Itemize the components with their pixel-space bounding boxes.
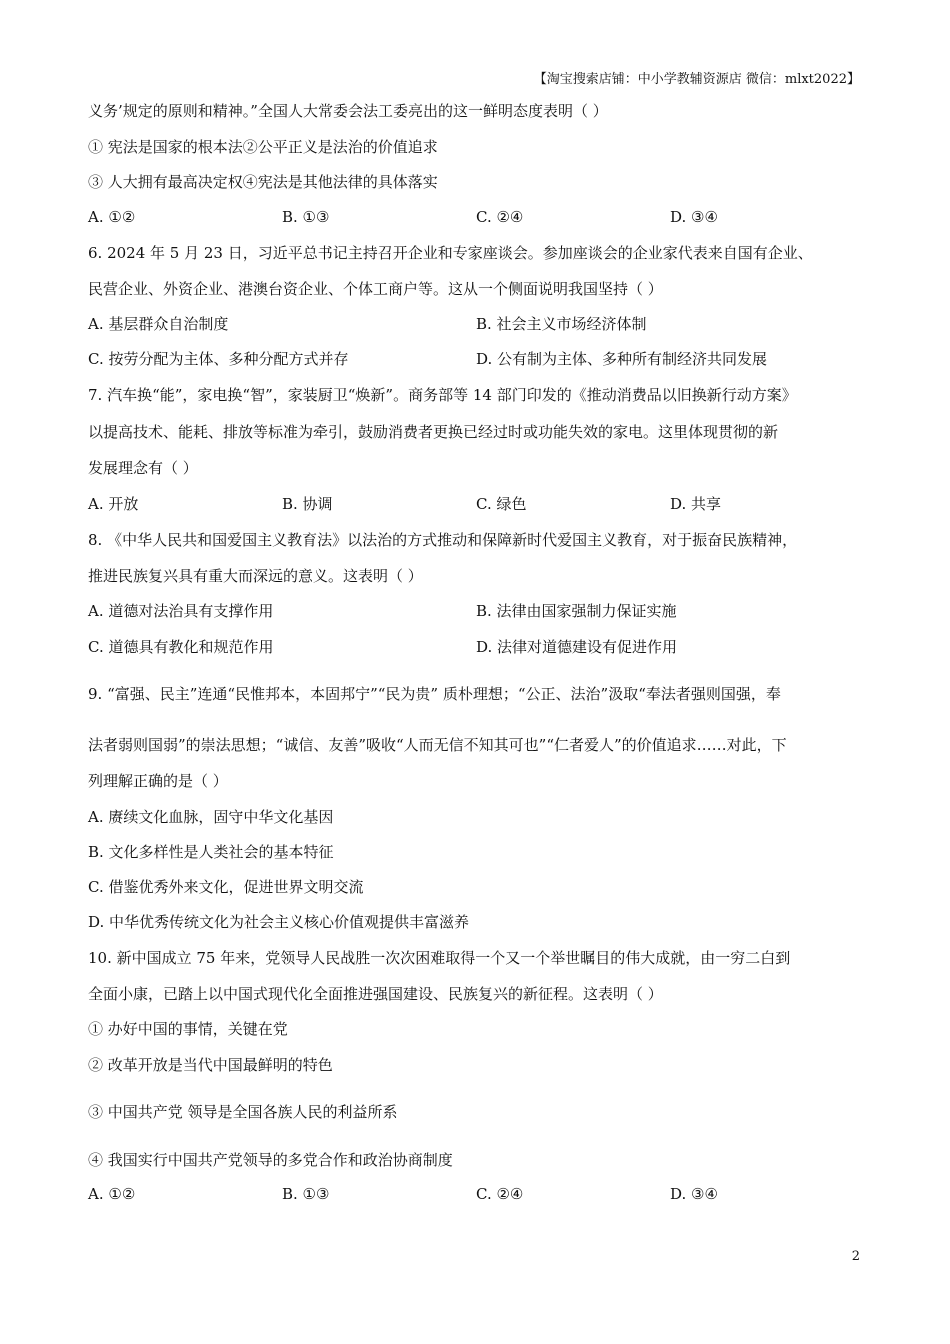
q7-option-d: D. 共享 (670, 495, 722, 513)
q6-option-a: A. 基层群众自治制度 (88, 315, 229, 333)
q5-statement-1: ① 宪法是国家的根本法②公平正义是法治的价值追求 (88, 138, 438, 156)
q5-option-b: B. ①③ (282, 208, 330, 226)
q10-option-c: C. ②④ (476, 1185, 524, 1203)
q10-statement-2: ② 改革开放是当代中国最鲜明的特色 (88, 1056, 333, 1074)
q8-stem-line-1: 8. 《中华人民共和国爱国主义教育法》以法治的方式推动和保障新时代爱国主义教育，对于振奋民族精神， (88, 531, 798, 549)
page-number: 2 (851, 1249, 860, 1264)
q5-statement-2: ③ 人大拥有最高决定权④宪法是其他法律的具体落实 (88, 173, 438, 191)
q7-option-a: A. 开放 (88, 495, 139, 513)
q10-statement-1: ① 办好中国的事情，关键在党 (88, 1020, 288, 1038)
q6-stem-line-2: 民营企业、外资企业、港澳台资企业、个体工商户等。这从一个侧面说明我国坚持（ ） (88, 280, 663, 298)
q9-stem-line-3: 列理解正确的是（ ） (88, 772, 228, 790)
q7-option-b: B. 协调 (282, 495, 333, 513)
q9-option-a: A. 赓续文化血脉，固守中华文化基因 (88, 808, 334, 826)
q5-option-c: C. ②④ (476, 208, 524, 226)
q10-option-b: B. ①③ (282, 1185, 330, 1203)
q6-option-b: B. 社会主义市场经济体制 (476, 315, 647, 333)
q9-stem-line-1: 9. “富强、民主”连通“民惟邦本，本固邦宁”“民为贵” 质朴理想；“公正、法治”汲取“奉法者强则国强，奉 (88, 685, 781, 703)
q7-stem-line-2: 以提高技术、能耗、排放等标准为牵引，鼓励消费者更换已经过时或功能失效的家电。这里体现贯彻的新 (88, 423, 779, 441)
q10-statement-3: ③ 中国共产党 领导是全国各族人民的利益所系 (88, 1103, 398, 1121)
q5-stem-tail: 义务’规定的原则和精神。”全国人大常委会法工委亮出的这一鲜明态度表明（ ） (88, 102, 608, 120)
q8-option-a: A. 道德对法治具有支撑作用 (88, 602, 274, 620)
q8-option-d: D. 法律对道德建设有促进作用 (476, 638, 678, 656)
q10-stem-line-1: 10. 新中国成立 75 年来，党领导人民战胜一次次困难取得一个又一个举世瞩目的伟大成就，由一穷二白到 (88, 949, 791, 967)
q8-option-b: B. 法律由国家强制力保证实施 (476, 602, 677, 620)
q7-stem-line-3: 发展理念有（ ） (88, 459, 198, 477)
q9-stem-line-2: 法者弱则国弱”的崇法思想；“诚信、友善”吸收“人而无信不知其可也”“仁者爱人”的价值追求……对此，下 (88, 736, 787, 754)
q10-stem-line-2: 全面小康，已踏上以中国式现代化全面推进强国建设、民族复兴的新征程。这表明（ ） (88, 985, 663, 1003)
q10-option-d: D. ③④ (670, 1185, 718, 1203)
q6-stem-line-1: 6. 2024 年 5 月 23 日，习近平总书记主持召开企业和专家座谈会。参加座谈会的企业家代表来自国有企业、 (88, 244, 813, 262)
q6-option-c: C. 按劳分配为主体、多种分配方式并存 (88, 350, 349, 368)
q9-option-d: D. 中华优秀传统文化为社会主义核心价值观提供丰富滋养 (88, 913, 470, 931)
page-header-watermark: 【淘宝搜索店铺：中小学教辅资源店 微信：mlxt2022】 (533, 72, 860, 87)
q8-stem-line-2: 推进民族复兴具有重大而深远的意义。这表明（ ） (88, 567, 423, 585)
q5-option-d: D. ③④ (670, 208, 718, 226)
q8-option-c: C. 道德具有教化和规范作用 (88, 638, 274, 656)
q10-statement-4: ④ 我国实行中国共产党领导的多党合作和政治协商制度 (88, 1151, 453, 1169)
q7-stem-line-1: 7. 汽车换“能”，家电换“智”，家装厨卫“焕新”。商务部等 14 部门印发的《推动消费品以旧换新行动方案》 (88, 386, 797, 404)
q5-option-a: A. ①② (88, 208, 136, 226)
q9-option-c: C. 借鉴优秀外来文化，促进世界文明交流 (88, 878, 364, 896)
q9-option-b: B. 文化多样性是人类社会的基本特征 (88, 843, 334, 861)
q6-option-d: D. 公有制为主体、多种所有制经济共同发展 (476, 350, 768, 368)
q7-option-c: C. 绿色 (476, 495, 527, 513)
q10-option-a: A. ①② (88, 1185, 136, 1203)
